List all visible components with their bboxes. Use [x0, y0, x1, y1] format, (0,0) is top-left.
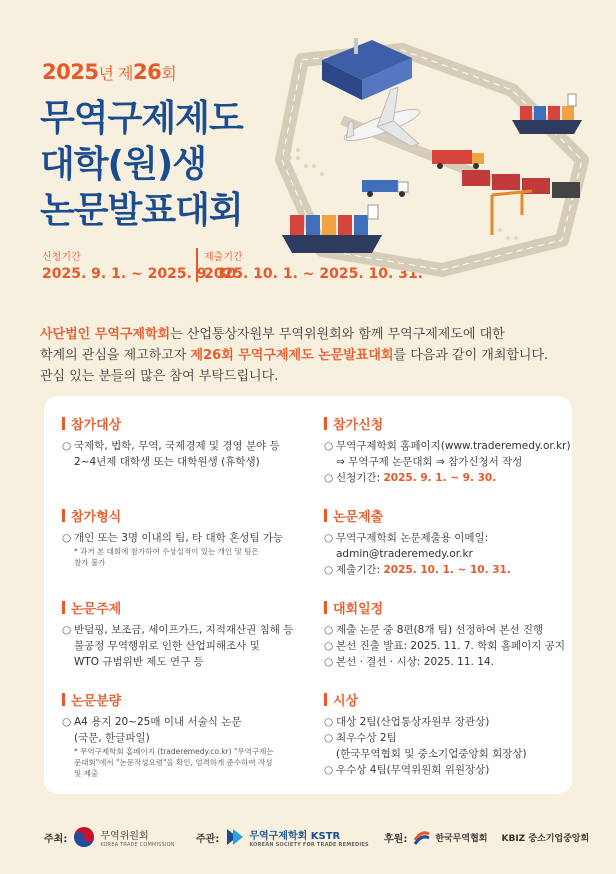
item-text: 대상 2팀(산업통상자원부 장관상)	[336, 716, 490, 728]
host-group	[44, 822, 175, 852]
title-line-2: 대학(원)생	[40, 144, 207, 185]
section-title	[62, 414, 280, 432]
list-item: ○ 본선 진출 발표: 2025. 11. 7. 학회 홈페이지 공지	[324, 640, 566, 652]
item-text: 무역구제학회 홈페이지(www.traderemedy.or.kr)	[336, 440, 571, 452]
section-title-text: 시상	[333, 693, 359, 709]
intro-line-1-rest: 는 산업통상자원부 무역위원회와 함께 무역구제제도에 대한	[170, 327, 505, 342]
organizer-org-sub: KOREAN SOCIETY FOR TRADE REMEDIES	[249, 841, 369, 848]
note-text: * 무역구제학회 홈페이지 (traderemedy.co.kr) "무역구제는	[74, 747, 274, 756]
list-item: ○ 무역구제학회 논문제출용 이메일:	[324, 532, 489, 544]
note-text: * 과거 본 대회에 참가하여 수상실적이 있는 개인 및 팀은	[74, 547, 259, 556]
intro-line-2-post: 를 다음과 같이 개최합니다.	[393, 348, 549, 363]
section-title	[62, 598, 293, 616]
section-target	[62, 414, 280, 470]
section-award	[324, 690, 527, 778]
list-item: ○ 반덤핑, 보조금, 세이프가드, 지적재산권 침해 등	[62, 624, 294, 636]
host-org	[100, 827, 174, 848]
item-continuation: WTO 규범위반 제도 연구 등	[74, 656, 204, 668]
intro-org: 사단법인 무역구제학회	[40, 327, 171, 342]
item-text: 제출기간:	[336, 564, 384, 576]
kita-logo-icon	[413, 828, 431, 846]
item-continuation: (국문, 한글파일)	[74, 732, 150, 744]
sponsor-org-kbiz: KBIZ 중소기업중앙회	[501, 833, 590, 844]
section-title-text: 논문주제	[71, 601, 122, 617]
list-item: ○ A4 용지 20~25매 이내 서술식 논문	[62, 716, 242, 728]
list-item: ○ 최우수상 2팀	[324, 732, 397, 744]
host-label: 주최:	[44, 833, 68, 845]
sponsor-group	[384, 822, 589, 852]
edition-suffix: 회	[161, 64, 177, 83]
list-item: ○ 우수상 4팀(무역위원회 위원장상)	[324, 764, 490, 776]
item-continuation: (한국무역협회 및 중소기업중앙회 회장상)	[336, 748, 527, 760]
item-text: 본선 · 결선 · 시상: 2025. 11. 14.	[336, 656, 494, 668]
poster-header	[0, 0, 616, 300]
item-text: 최우수상 2팀	[336, 732, 397, 744]
section-title-text: 논문분량	[71, 693, 122, 709]
item-text: 우수상 4팀(무역위원회 위원장상)	[336, 764, 490, 776]
intro-text	[40, 324, 580, 387]
item-text: 제출 논문 중 8편(8개 팀) 선정하여 본선 진행	[336, 624, 544, 636]
edition-year: 2025	[42, 60, 99, 84]
list-item: ○ 제출 논문 중 8편(8개 팀) 선정하여 본선 진행	[324, 624, 544, 636]
edition-year-suffix: 년 제	[98, 64, 133, 83]
list-item: ○ 국제학, 법학, 무역, 국제경제 및 경영 분야 등	[62, 440, 280, 452]
intro-line-2-pre: 학계의 관심을 제고하고자	[40, 348, 191, 363]
list-item: ○ 대상 2팀(산업통상자원부 장관상)	[324, 716, 490, 728]
section-title	[324, 598, 565, 616]
item-continuation: 불공정 무역행위로 인한 산업피해조사 및	[74, 640, 260, 652]
item-text: A4 용지 20~25매 이내 서술식 논문	[74, 716, 242, 728]
section-title	[62, 690, 274, 708]
section-format	[62, 506, 283, 568]
title-line-3: 논문발표대회	[40, 190, 243, 231]
details-card	[44, 396, 572, 794]
section-title-text: 참가신청	[333, 417, 384, 433]
item-text: 신청기간:	[336, 472, 384, 484]
apply-period-value: 2025. 9. 1. ~ 9. 30.	[383, 472, 497, 484]
poster-title	[40, 96, 243, 234]
title-line-1: 무역구제제도	[40, 98, 243, 139]
note-text: 및 제출	[74, 769, 99, 778]
sponsor-org-kita: 한국무역협회	[435, 833, 488, 844]
host-org-name: 무역위원회	[100, 830, 149, 842]
section-title	[324, 690, 527, 708]
list-item: ○ 신청기간: 2025. 9. 1. ~ 9. 30.	[324, 472, 497, 484]
submit-period-label: 제출기간	[204, 252, 243, 263]
list-item: ○ 제출기간: 2025. 10. 1. ~ 10. 31.	[324, 564, 511, 576]
apply-period-dates: 2025. 9. 1. ~ 2025. 9. 30.	[42, 266, 242, 282]
section-title-text: 논문제출	[333, 509, 384, 525]
kstr-logo-icon	[225, 827, 245, 847]
organizer-org	[249, 827, 369, 848]
section-length	[62, 690, 274, 779]
item-text: 국제학, 법학, 무역, 국제경제 및 경영 분야 등	[74, 440, 280, 452]
intro-event: 제26회 무역구제제도 논문발표대회	[190, 348, 394, 363]
host-org-sub: KOREA TRADE COMMISSION	[100, 841, 175, 848]
item-text: 무역구제학회 논문제출용 이메일:	[336, 532, 489, 544]
list-item: ○ 본선 · 결선 · 시상: 2025. 11. 14.	[324, 656, 494, 668]
korea-emblem-icon	[73, 826, 95, 848]
sponsor-label: 후원:	[384, 833, 408, 845]
intro-line-3: 관심 있는 분들의 많은 참여 부탁드립니다.	[40, 369, 279, 384]
section-schedule	[324, 598, 565, 670]
section-title-text: 대회일정	[333, 601, 384, 617]
item-text: 본선 진출 발표: 2025. 11. 7. 학회 홈페이지 공지	[336, 640, 566, 652]
intro-line-2	[40, 345, 580, 366]
section-apply	[324, 414, 571, 486]
organizer-org-name: 무역구제학회 KSTR	[249, 830, 341, 842]
edition-number: 26	[132, 60, 162, 84]
list-item: ○ 무역구제학회 홈페이지(www.traderemedy.or.kr)	[324, 440, 571, 452]
section-title-text: 참가형식	[71, 509, 122, 525]
section-title	[324, 506, 511, 524]
apply-period-label: 신청기간	[42, 252, 81, 263]
intro-line-1	[40, 324, 580, 345]
submit-period-dates: 2025. 10. 1. ~ 2025. 10. 31.	[204, 266, 424, 282]
section-title-text: 참가대상	[71, 417, 122, 433]
section-title	[324, 414, 571, 432]
item-text: 개인 또는 3명 이내의 팀, 타 대학 혼성팀 가능	[74, 532, 284, 544]
edition-heading	[42, 60, 176, 84]
submit-email: admin@traderemedy.or.kr	[336, 548, 473, 560]
note-text: 문대회"에서 "논문작성요령"을 확인, 엄격하게 준수하여 작성	[74, 758, 273, 767]
item-text: 반덤핑, 보조금, 세이프가드, 지적재산권 침해 등	[74, 624, 294, 636]
item-continuation: ⇒ 무역구제 논문대회 ⇒ 참가신청서 작성	[336, 456, 523, 468]
organizer-label: 주관:	[196, 833, 220, 845]
sponsor-footer	[0, 812, 616, 862]
section-topic	[62, 598, 293, 670]
logistics-illustration	[262, 30, 602, 280]
note-text: 참가 불가	[74, 558, 106, 567]
list-item: ○ 개인 또는 3명 이내의 팀, 타 대학 혼성팀 가능	[62, 532, 284, 544]
section-title	[62, 506, 283, 524]
organizer-group	[196, 822, 369, 852]
submit-period-value: 2025. 10. 1. ~ 10. 31.	[383, 564, 511, 576]
section-submit	[324, 506, 511, 578]
item-continuation: 2~4년제 대학생 또는 대학원생 (휴학생)	[74, 456, 260, 468]
